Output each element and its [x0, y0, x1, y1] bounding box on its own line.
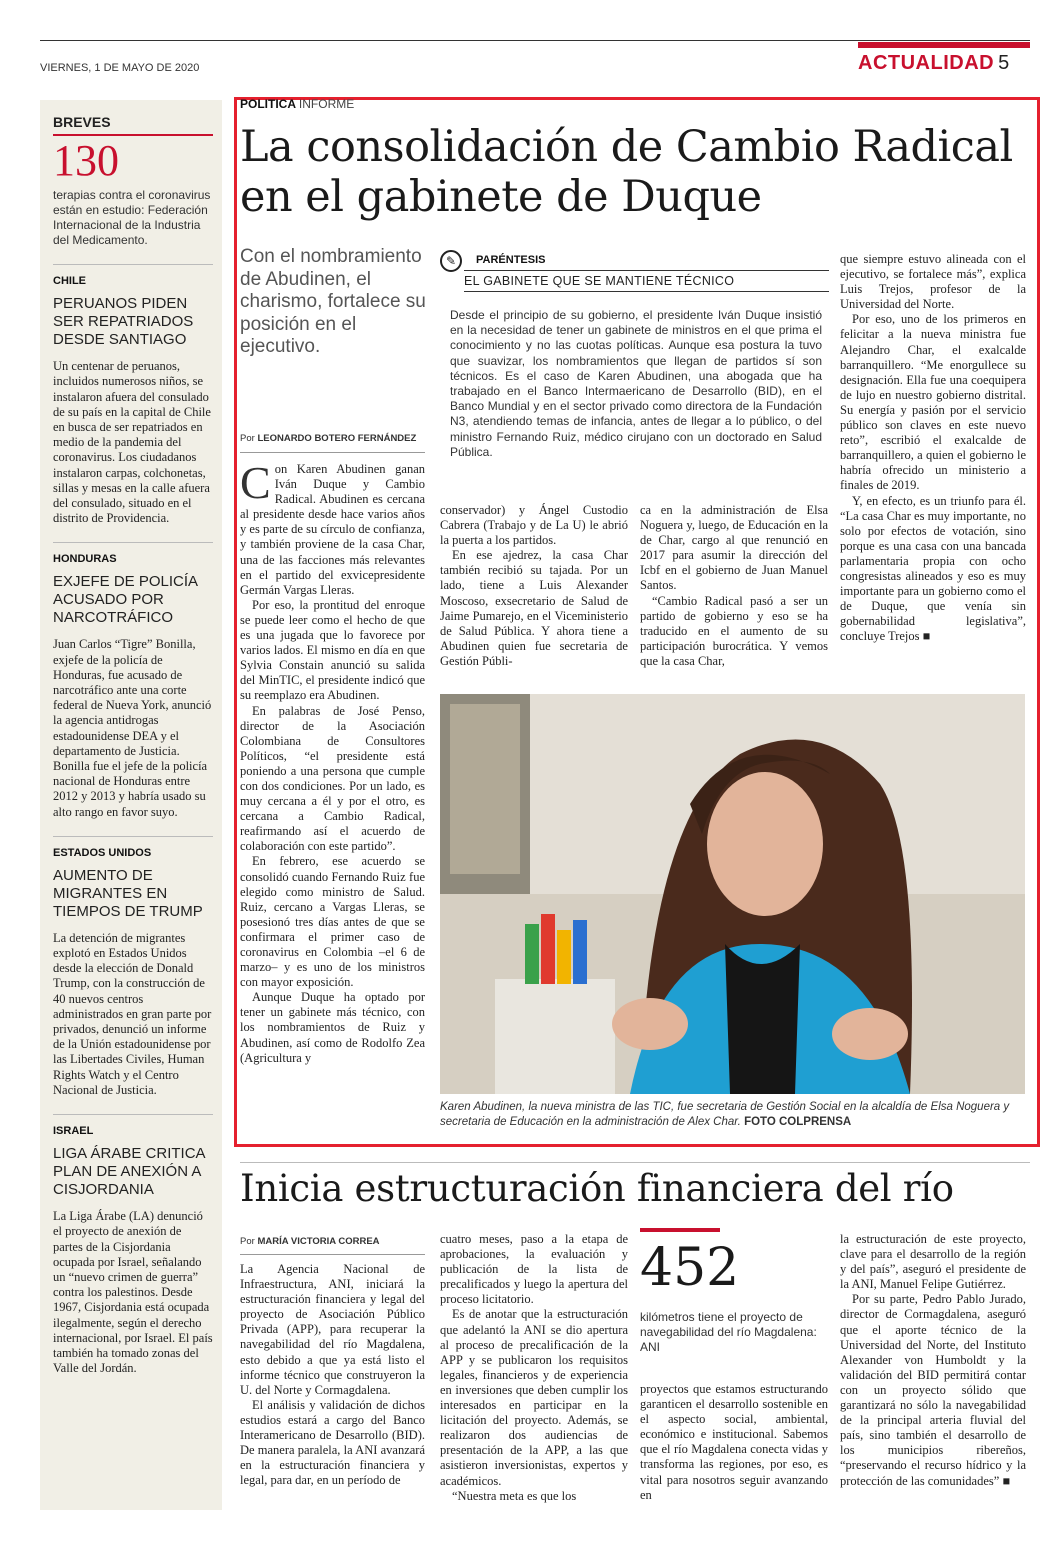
- byline-rule: [240, 1254, 425, 1255]
- brief-title: EXJEFE DE POLICÍA ACUSADO POR NARCOTRÁFICO: [53, 573, 198, 627]
- breves-stat-text: terapias contra el coronavirus están en estudio: Federación Internacional de la Industria del Medicamento.: [53, 188, 211, 248]
- paragraph: En palabras de José Penso, director de la Asociación Colombiana de Consultores Políticos, “el presidente está poniendo a una persona que cumple con dos condiciones. Por un lado, es muy cercana a él y por el otro, es cercana a Cambio Radical, reafirmando así el acuerdo de colaboración con este partido”.: [240, 703, 425, 854]
- caption-text: Karen Abudinen, la nueva ministra de las TIC, fue secretaria de Gestión Social en la alcaldía de Elsa Noguera y secretaria de Educación en la administración de Alex Char.: [440, 1101, 1010, 1128]
- breves-label: BREVES: [53, 114, 213, 136]
- story-divider: [240, 1162, 1030, 1163]
- paragraph: ca en la administración de Elsa Noguera y, luego, de Educación en la de Char, cargo al que renunció en 2017 para asumir la dirección del Icbf en el gobierno de Juan Manuel Santos.: [640, 503, 828, 593]
- parentesis-label: PARÉNTESIS: [476, 254, 546, 266]
- story-column-2: [440, 503, 628, 669]
- parentesis-rule: [464, 291, 829, 292]
- paragraph: [240, 457, 425, 598]
- paragraph: Es de anotar que la estructuración que adelantó la ANI se dio apertura al proceso de precalificación de la APP y se publicaron los requisitos legales, financieros y de experiencia en inversiones que deben cumplir los interesados en participar en la licitación del proyecto. Además, se realizaron dos audiencias de presentación de la APP, a las que asistieron inversionistas, expertos y académicos.: [440, 1307, 628, 1488]
- story-column-4: [840, 252, 1026, 644]
- brief-body: La Liga Árabe (LA) denunció el proyecto de anexión de partes de la Cisjordania ocupada por Israel, señalando un “nuevo crimen de guerra” contra los palestinos. Desde 1967, Cisjordania está ocupada ilegalmente, según el derecho internacional, por Israel. El país también ha tomado zonas del Valle del Jordán.: [53, 1209, 213, 1376]
- paragraph: Aunque Duque ha optado por tener un gabinete más técnico, con los nombramientos de Ruiz y Abudinen, así como de Rodolfo Zea (Agricultura y: [240, 990, 425, 1065]
- paragraph: La Agencia Nacional de Infraestructura, ANI, iniciará la estructuración financiera y legal del proyecto de Asociación Público Privada (APP), para recuperar la navegabilidad del río Magdalena, esto debido a que ya está listo el informe técnico que construyeron la U. del Norte y Cormagdalena.: [240, 1262, 425, 1397]
- divider: [53, 1114, 213, 1115]
- story-kicker: [240, 97, 354, 111]
- paragraph-text: on Karen Abudinen ganan Iván Duque y Cambio Radical. Abudinen es cercana al presidente desde hace varios años y es parte de su círculo de confianza, y también proviene de la casa Char, una de las facciones más relevantes en el partido del exvicepresidente Germán Vargas Lleras.: [240, 462, 425, 597]
- byline-author: MARÍA VICTORIA CORREA: [257, 1236, 380, 1247]
- story2-column-4: [840, 1232, 1026, 1489]
- story2-stat: 452: [640, 1238, 740, 1298]
- story-column-1: [240, 457, 425, 1066]
- byline-author: LEONARDO BOTERO FERNÁNDEZ: [257, 433, 417, 444]
- byline-prefix: Por: [240, 1236, 255, 1247]
- story-byline: [240, 433, 416, 444]
- story2-column-2: [440, 1232, 628, 1504]
- page-number: 5: [998, 52, 1010, 74]
- pin-icon: ✎: [440, 250, 462, 272]
- section-name: ACTUALIDAD: [858, 52, 995, 74]
- paragraph: “Cambio Radical pasó a ser un partido de gobierno y eso se ha traducido en el aumento de su participación burocrática. Y vemos que la casa Char,: [640, 593, 828, 668]
- brief-country: ESTADOS UNIDOS: [53, 846, 152, 859]
- paragraph: proyectos que estamos estructurando garanticen el desarrollo sostenible en el aspecto social, ambiental, económico e institucional. Sabemos que el río Magdalena conecta vidas y transforma las regiones, por eso, es vital para nosotros seguir avanzando en: [640, 1382, 828, 1502]
- paragraph: la estructuración de este proyecto, clave para el desarrollo de la región y del país”, aseguró el presidente de la ANI, Manuel Felipe Gutiérrez.: [840, 1232, 1026, 1292]
- story2-byline: [240, 1236, 380, 1247]
- brief-body: Un centenar de peruanos, incluidos numerosos niños, se instalaron afuera del consulado de su país en la capital de Chile en busca de ser repatriados en medio de la pandemia del coronavirus. Los ciudadanos instalaron carpas, colchonetas, sillas y mesas en la calle afuera del consulado, situado en el distrito de Providencia.: [53, 359, 211, 526]
- breves-sidebar: [40, 100, 222, 1510]
- byline-rule: [240, 452, 425, 453]
- paragraph: “Nuestra meta es que los: [452, 1488, 577, 1503]
- divider: [53, 542, 213, 543]
- stat-bar: [640, 1228, 720, 1232]
- paragraph: conservador) y Ángel Custodio Cabrera (Trabajo y de La U) le abrió la puerta a los partidos.: [440, 503, 628, 548]
- photo-credit: FOTO COLPRENSA: [744, 1116, 852, 1128]
- edition-date: VIERNES, 1 DE MAYO DE 2020: [40, 62, 200, 74]
- brief-country: CHILE: [53, 275, 86, 288]
- paragraph: En ese ajedrez, la casa Char también recibió su tajada. Por un lado, tiene a Luis Alexander Moscoso, exsecretario de Salud de Jaime Pumarejo, en el Viceministerio de Salud Pública. Y ahora tiene a Abudinen quien fue secretaria de Gestión Públi-: [440, 548, 628, 668]
- section-label: [858, 52, 1010, 75]
- brief-country: ISRAEL: [53, 1125, 94, 1138]
- paragraph: que siempre estuvo alineada con el ejecutivo, se fortalece más”, explica Luis Trejos, profesor de la Universidad del Norte.: [840, 252, 1026, 312]
- brief-country: HONDURAS: [53, 553, 117, 566]
- brief-title: PERUANOS PIDEN SER REPATRIADOS DESDE SANTIAGO: [53, 295, 194, 349]
- story-photo: [440, 694, 1025, 1094]
- paragraph: Y, en efecto, es un triunfo para él. “La casa Char es muy importante, no solo por efectos de votación, sino porque es una casa con una bancada parlamentaria propia con ocho congresistas alineados y eso es muy importante para un gobierno como el de Duque, que venía sin gobernabilidad legislativa”, concluye Trejos ■: [840, 493, 1026, 644]
- divider: [53, 264, 213, 265]
- story2-column-1: [240, 1262, 425, 1488]
- story-deck: Con el nombramiento de Abudinen, el charismo, fortalece su posición en el ejecutivo.: [240, 246, 426, 357]
- kicker-sub: INFORME: [298, 97, 355, 111]
- story-headline: La consolidación de Cambio Radical en el gabinete de Duque: [240, 122, 1013, 222]
- divider: [53, 836, 213, 837]
- story2-headline: Inicia estructuración financiera del río: [240, 1167, 954, 1210]
- brief-body: La detención de migrantes explotó en Estados Unidos desde la elección de Donald Trump, con la construcción de 40 nuevos centros administrados en gran parte por privados, denunció un informe de la Unión estadounidense por las Libertades Civiles, Human Rights Watch y el Centro Nacional de Justicia.: [53, 930, 212, 1097]
- parentesis-title: EL GABINETE QUE SE MANTIENE TÉCNICO: [464, 274, 735, 288]
- breves-stat: 130: [53, 136, 119, 185]
- paragraph: Por eso, la prontitud del enroque se puede leer como el hecho de que es una jugada que lo favorece por varios lados. El mismo en día en que Sylvia Constain anunció su salida del MinTIC, el presidente indicó que su reemplazo era Abudinen.: [240, 597, 425, 703]
- kicker-section: POLITICA: [240, 97, 296, 111]
- story2-stat-text: kilómetros tiene el proyecto de navegabilidad del río Magdalena: ANI: [640, 1310, 817, 1354]
- photo-caption: [440, 1100, 1025, 1130]
- paragraph: Por eso, uno de los primeros en felicitar a la nueva ministra fue Alejandro Char, el exalcalde barranquillero. “Me enorgullece su designación. Ella fue una coequipera de lujo en nuestro gobierno distrital. Su energía y pasión por el servicio público son claves en este nuevo reto”, escribió el exalcalde de barranquillero, a quien el gobierno le habría ofrecido un ministerio a finales de 2019.: [840, 312, 1026, 493]
- photo-illustration: [440, 694, 1025, 1094]
- brief-title: AUMENTO DE MIGRANTES EN TIEMPOS DE TRUMP: [53, 866, 203, 920]
- section-bar: [858, 42, 1030, 48]
- paragraph: cuatro meses, paso a la etapa de aprobaciones, la evaluación y publicación de la lista de precalificados y luego la apertura del proceso licitatorio.: [440, 1232, 628, 1307]
- byline-prefix: Por: [240, 433, 255, 444]
- paragraph: El análisis y validación de dichos estudios estará a cargo del Banco Interamericano de Desarrollo (BID). De manera paralela, la ANI avanzará en la estructuración financiera y legal, para dar, en un período de: [240, 1397, 425, 1488]
- story2-column-3: [640, 1382, 828, 1503]
- parentesis-body: Desde el principio de su gobierno, el presidente Iván Duque insistió en la necesidad de tener un gabinete de ministros en el que prima el conocimiento y no las cuotas políticas. Aunque esa postura la tuvo que suavizar, los nombramientos que llegan de partidos sí son técnicos. Es el caso de Karen Abudinen, una abogada que ha trabajado en el Banco Intermaericano de Desarrollo (BID), en el Banco Mundial y en el sector privado como directora de la Fundación N3, atendiendo temas de infancia, antes de llegar a lo público, o del ministro Fernando Ruiz, médico cirujano con un doctorado en Salud Pública.: [450, 308, 822, 459]
- brief-title: LIGA ÁRABE CRITICA PLAN DE ANEXIÓN A CISJORDANIA: [53, 1145, 205, 1199]
- story-column-3: [640, 503, 828, 669]
- dropcap: C: [240, 457, 271, 508]
- paragraph: Por su parte, Pedro Pablo Jurado, director de Cormagdalena, aseguró que el aporte técnico de la Universidad del Norte, del Instituto Alexander von Humboldt y la validación del BID permitirá contar con un proyecto sólido que garantizará no sólo la navegabilidad de la principal arteria fluvial del país, sino también el desarrollo de los municipios ribereños, “preservando el recurso hídrico y la protección de las comunidades” ■: [840, 1292, 1026, 1488]
- parentesis-rule: [464, 270, 829, 271]
- paragraph: En febrero, ese acuerdo se consolidó cuando Fernando Ruiz fue elegido como ministro de Salud. Ruiz, cercano a Vargas Lleras, se posesionó tres días antes de que se confirmara el primer caso de coronavirus en Colombia –el 6 de marzo– y es uno de los ministros con mayor exposición.: [240, 854, 425, 990]
- top-rule: [40, 40, 1030, 41]
- brief-body: Juan Carlos “Tigre” Bonilla, exjefe de la policía de Honduras, fue acusado de narcotráfico ante una corte federal de Nueva York, anunció la agencia antidrogas estadounidense DEA y el departamento de Justicia. Bonilla fue el jefe de la policía nacional de Honduras entre 2012 y 2013 y habría usado su alto rango en favor suyo.: [53, 637, 212, 819]
